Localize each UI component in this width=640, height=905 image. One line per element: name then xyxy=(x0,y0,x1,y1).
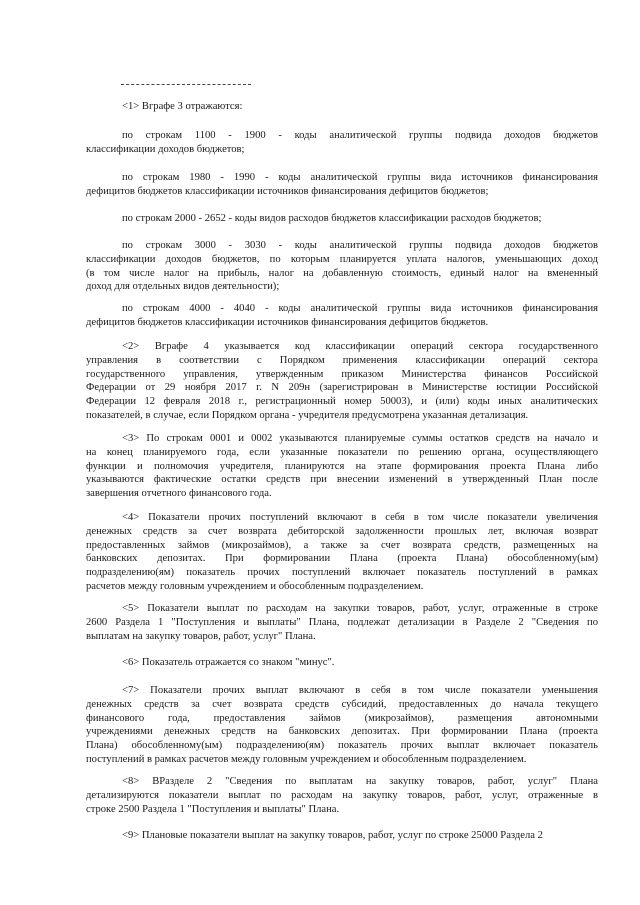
text-line: <5> Показатели выплат по расходам на закупки товаров, работ, услуг, отраженные в строке xyxy=(122,603,598,614)
text-line: доход для отдельных видов деятельности); xyxy=(86,281,280,293)
paragraph-rows-2000-2652 xyxy=(86,212,598,226)
text-line: подразделению(ям) показатель прочих поступлений включает показатель поступлений в рамках xyxy=(86,567,598,579)
text-line: <4> Показатели прочих поступлений включают в себя в том числе показатели увеличения xyxy=(122,512,598,523)
text-line: <8> ВРазделе 2 "Сведения по выплатам на закупку товаров, работ, услуг" Плана xyxy=(122,776,598,787)
footnote-separator xyxy=(121,84,251,85)
text-line: строке 2500 Раздела 1 "Поступления и выплаты" Плана. xyxy=(86,803,340,815)
paragraph-rows-1980-1990 xyxy=(86,171,598,199)
text-line: указываются фактические остатки средств при внесении изменений в утвержденный План после xyxy=(86,474,598,486)
text-line: выплатам на закупку товаров, работ, услуг" Плана. xyxy=(86,630,316,642)
text-line: банковских депозитах. При формировании Плана (проекта Плана) обособленному(ым) xyxy=(86,553,598,565)
footnote-4 xyxy=(86,511,598,594)
footnote-2 xyxy=(86,340,598,423)
footnote-7 xyxy=(86,684,598,767)
text-line: расчетов между головным учреждением и обособленным подразделением. xyxy=(86,580,424,592)
text-line: денежных средств за счет возврата дебиторской задолженности прошлых лет, включая возврат xyxy=(86,525,598,537)
paragraph-rows-3000-3030 xyxy=(86,239,598,294)
footnote-6 xyxy=(86,656,598,670)
text-line: предоставленных займов (микрозаймов), а также за счет возврата средств, размещенных на xyxy=(86,539,598,551)
text-line: 2600 Раздела 1 "Поступления и выплаты" Плана, подлежат детализации в Разделе 2 "Сведения по xyxy=(86,616,598,628)
text-line: по строкам 4000 - 4040 - коды аналитической группы вида источников финансирования xyxy=(122,303,598,314)
text-line: государственного управления, утвержденным приказом Министерства финансов Российской xyxy=(86,368,598,380)
text-line: завершения отчетного финансового года. xyxy=(86,488,272,500)
paragraph-rows-4000-4040 xyxy=(86,302,598,330)
text-line: <2> Вграфе 4 указывается код классификации операций сектора государственного xyxy=(122,341,598,352)
text-line: <9> Плановые показатели выплат на закупку товаров, работ, услуг по строке 25000 Раздела 2 xyxy=(122,830,543,841)
text-line: <7> Показатели прочих выплат включают в себя в том числе показатели уменьшения xyxy=(122,685,598,696)
text-line: учреждениями денежных средств на банковских депозитах. При формировании Плана (проекта xyxy=(86,726,598,738)
text-line: детализируются показатели выплат по расходам на закупку товаров, работ, услуг, отраженные в xyxy=(86,789,598,801)
text-line: Плана) обособленному(ым) подразделению(ям) показатель прочих выплат включает показатель xyxy=(86,740,598,752)
text-line: финансового года, предоставления займов (микрозаймов), размещения автономными xyxy=(86,712,598,724)
text-line: Федерации от 29 ноября 2017 г. N 209н (зарегистрирован в Министерстве юстиции Российской xyxy=(86,382,598,394)
footnote-8 xyxy=(86,775,598,816)
text-line: на конец планируемого года, если указанные показатели по решению органа, осуществляющего xyxy=(86,446,598,458)
text-line: <1> Вграфе 3 отражаются: xyxy=(122,101,243,112)
text-line: функции и полномочия учредителя, планируются на этапе формирования проекта Плана либо xyxy=(86,460,598,472)
text-line: по строкам 2000 - 2652 - коды видов расходов бюджетов классификации расходов бюджетов; xyxy=(122,213,542,224)
paragraph-rows-1100-1900 xyxy=(86,129,598,157)
footnote-9 xyxy=(86,829,598,843)
text-line: <3> По строкам 0001 и 0002 указываются планируемые суммы остатков средств на начало и xyxy=(122,433,598,444)
footnote-3 xyxy=(86,432,598,501)
text-line: управления в соответствии с Порядком применения классификации операций сектора xyxy=(86,354,598,366)
text-line: Федерации 12 февраля 2018 г., регистрационный номер 50003), и (или) коды иных аналитических xyxy=(86,396,598,408)
footnote-1 xyxy=(86,100,598,114)
text-line: по строкам 3000 - 3030 - коды аналитической группы подвида доходов бюджетов xyxy=(122,240,598,251)
footnote-5 xyxy=(86,602,598,643)
text-line: классификации доходов бюджетов; xyxy=(86,143,245,155)
text-line: по строкам 1100 - 1900 - коды аналитической группы подвида доходов бюджетов xyxy=(122,130,598,141)
text-line: показателей, в случае, если Порядком органа - учредителя предусмотрена указанная детализация. xyxy=(86,409,529,421)
text-line: поступлений в рамках расчетов между головным учреждением и обособленным подразделением. xyxy=(86,753,527,765)
text-line: дефицитов бюджетов классификации источников финансирования дефицитов бюджетов; xyxy=(86,185,489,197)
text-line: по строкам 1980 - 1990 - коды аналитической группы вида источников финансирования xyxy=(122,172,598,183)
text-line: денежных средств за счет возврата средств субсидий, предоставленных до начала текущего xyxy=(86,698,598,710)
text-line: <6> Показатель отражается со знаком "минус". xyxy=(122,657,335,668)
text-line: классификации доходов бюджетов, по которым планируется уплата налогов, уменьшающих доход xyxy=(86,253,598,265)
text-line: дефицитов бюджетов классификации источников финансирования дефицитов бюджетов. xyxy=(86,316,489,328)
text-line: (в том числе налог на прибыль, налог на добавленную стоимость, единый налог на вмененный xyxy=(86,267,598,279)
